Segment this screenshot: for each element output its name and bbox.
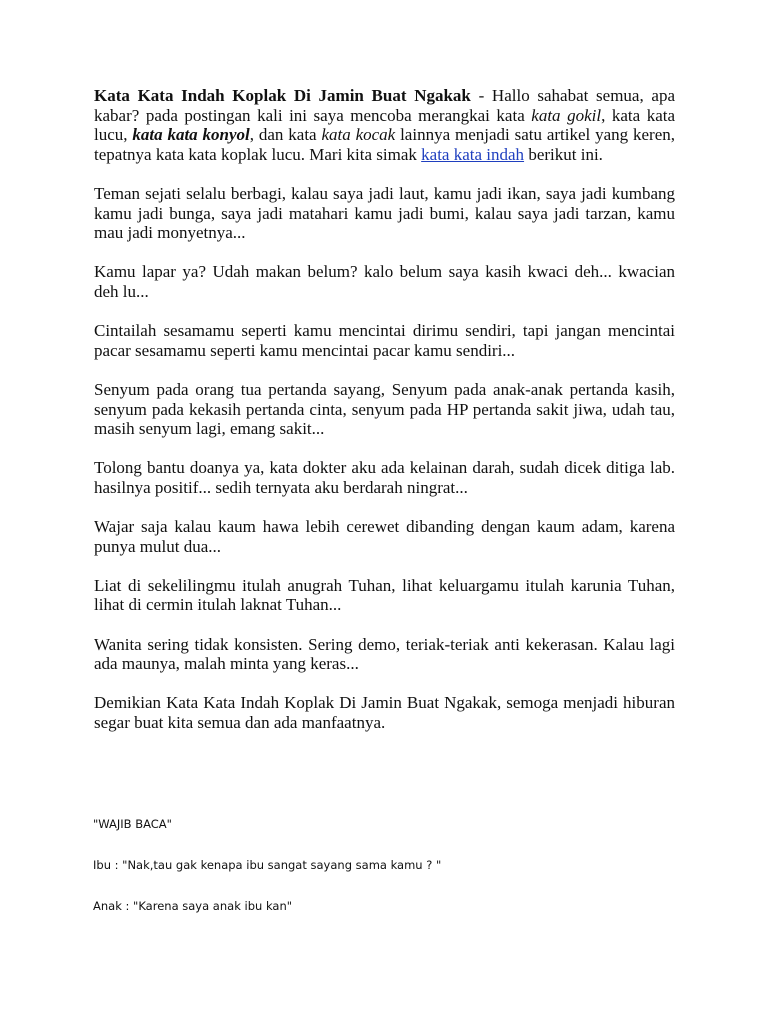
intro-text-4: lainnya menjadi satu artikel yang keren, tepatnya kata kata koplak lucu. Mari kita simak	[94, 125, 676, 164]
paragraph-7: Liat di sekelilingmu itulah anugrah Tuhan, lihat keluargamu itulah karunia Tuhan, lihat di cermin itulah laknat Tuhan...	[94, 575, 675, 615]
intro-italic-gokil: kata gokil	[531, 105, 602, 125]
paragraph-8: Wanita sering tidak konsisten. Sering demo, teriak-teriak anti kekerasan. Kalau lagi ada maunya, malah minta yang keras...	[94, 634, 675, 674]
intro-text-3: , dan kata	[249, 125, 322, 145]
paragraph-6: Wajar saja kalau kaum hawa lebih cerewet dibanding dengan kaum adam, karena punya mulut dua...	[94, 517, 675, 556]
intro-text-2: , kata kata lucu,	[94, 105, 676, 145]
paragraph-5: Tolong bantu doanya ya, kata dokter aku ada kelainan darah, sudah dicek ditiga lab. hasilnya positif... sedih ternyata aku berdarah ningrat...	[94, 458, 675, 497]
article-title: Kata Kata Indah Koplak Di Jamin Buat Ngakak	[94, 86, 471, 105]
intro-italic-kocak: kata kocak	[321, 125, 396, 145]
intro-text-5: berikut ini.	[524, 144, 603, 164]
paragraph-3: Cintailah sesamamu seperti kamu mencintai dirimu sendiri, tapi jangan mencintai pacar sesamamu seperti kamu mencintai pacar kamu sendiri...	[94, 321, 675, 360]
paragraph-4: Senyum pada orang tua pertanda sayang, Senyum pada anak-anak pertanda kasih, senyum pada kekasih pertanda cinta, senyum pada HP pertanda sakit jiwa, udah tau, masih senyum lagi, emang sakit...	[94, 379, 675, 439]
kata-kata-indah-link[interactable]: kata kata indah	[421, 144, 525, 164]
wajib-baca-heading: "WAJIB BACA"	[93, 817, 172, 831]
dialogue-line-anak: Anak : "Karena saya anak ibu kan"	[93, 899, 293, 913]
dialogue-line-ibu: Ibu : "Nak,tau gak kenapa ibu sangat sayang sama kamu ? "	[93, 858, 442, 872]
intro-bold-konyol: kata kata konyol	[132, 125, 250, 145]
paragraph-1: Teman sejati selalu berbagi, kalau saya jadi laut, kamu jadi ikan, saya jadi kumbang kamu jadi bunga, saya jadi matahari kamu jadi bumi, kalau saya jadi tarzan, kamu mau jadi monyetnya...	[94, 183, 675, 243]
intro-text-1: - Hallo sahabat semua, apa kabar? pada postingan kali ini saya mencoba merangkai kata	[94, 86, 675, 125]
paragraph-2: Kamu lapar ya? Udah makan belum? kalo belum saya kasih kwaci deh... kwacian deh lu...	[94, 262, 675, 301]
intro-paragraph	[94, 86, 675, 164]
paragraph-closing: Demikian Kata Kata Indah Koplak Di Jamin Buat Ngakak, semoga menjadi hiburan segar buat kita semua dan ada manfaatnya.	[94, 693, 675, 732]
article-body	[94, 86, 675, 752]
